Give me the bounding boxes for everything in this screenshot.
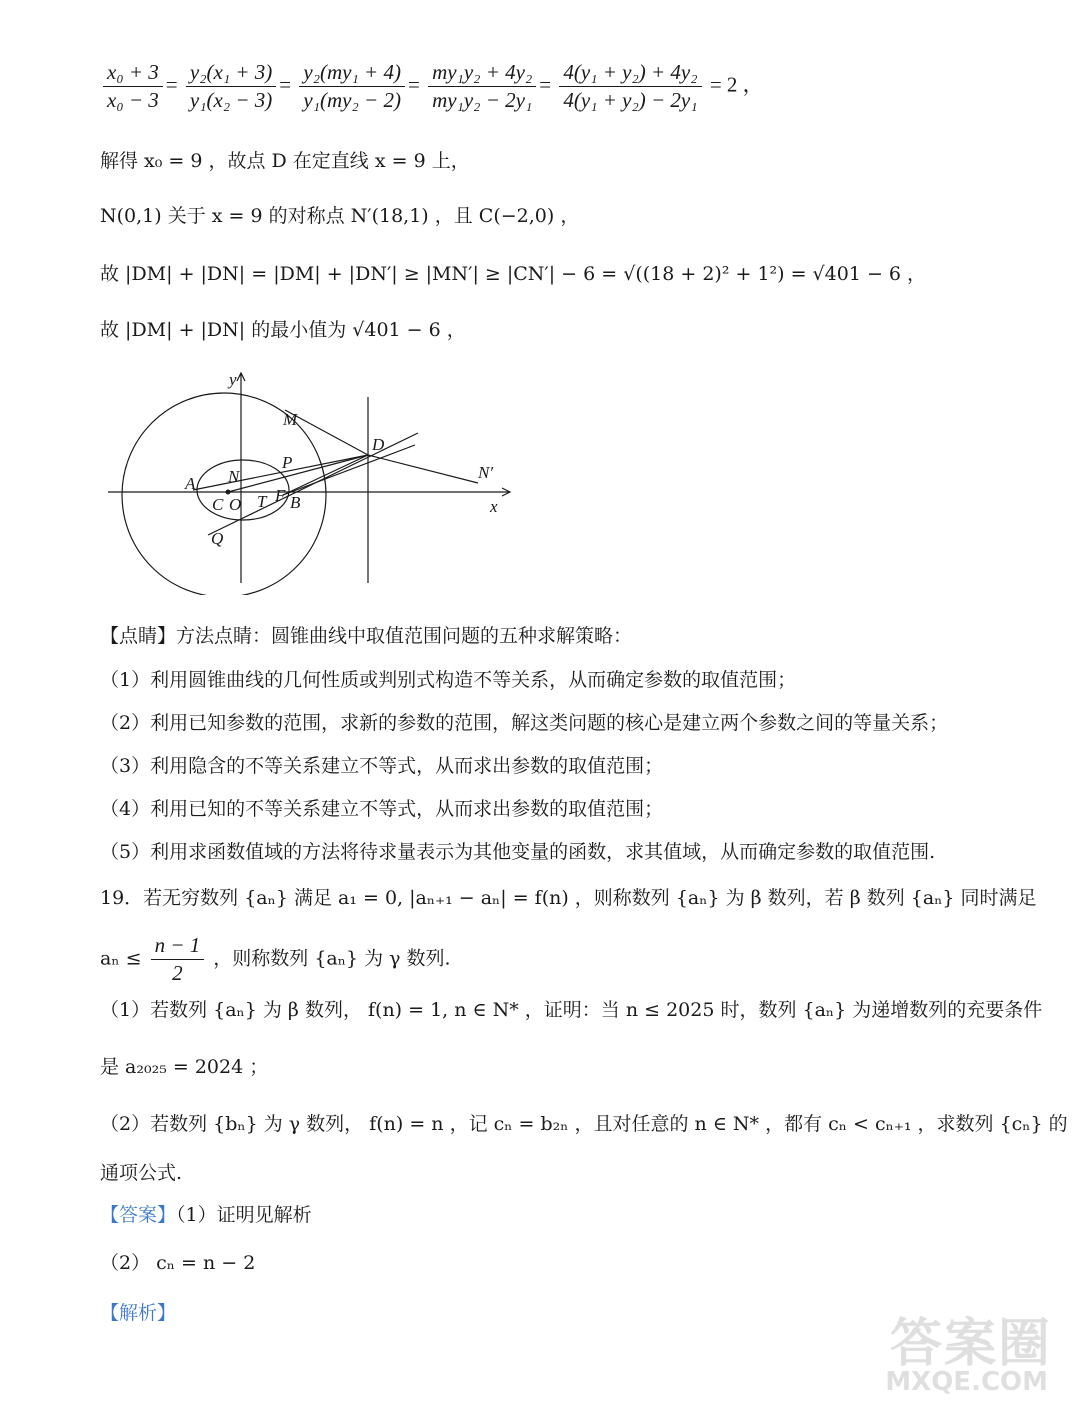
label-F: F	[275, 486, 286, 505]
fraction-2-numerator: y₂(x₁ + 3)	[186, 62, 276, 87]
symmetric-point-line: N(0,1) 关于 x = 9 的对称点 N′(18,1) ，且 C(−2,0) ，	[100, 205, 580, 227]
inequality-chain-line: 故 |DM| + |DN| = |DM| + |DN′| ≥ |MN′| ≥ |CN′| − 6 = √((18 + 2)² + 1²) = √401 − 6 ，	[100, 263, 927, 285]
fraction-4-denominator: my₁y₂ − 2y₁	[432, 88, 533, 112]
tip-item-2: （2）利用已知参数的范围，求新的参数的范围，解这类问题的核心是建立两个参数之间的等量关系；	[100, 712, 949, 734]
minimum-value-line: 故 |DM| + |DN| 的最小值为 √401 − 6 ，	[100, 319, 466, 341]
label-A: A	[185, 474, 196, 493]
segment-MD	[285, 410, 368, 455]
tip-item-5: （5）利用求函数值域的方法将待求量表示为其他变量的函数，求其值域，从而确定参数的取值范围.	[100, 841, 936, 863]
ratio-equation: $\frac{\text{x₀ + 3}}{\text{x₀ − 3}}$ = $\frac{\text{y₂(x₁ + 3)}}{\text{y₁(x₂ − 3)}}$ = $\frac{\text{y₂(my₁ + 4)}}{\text{y₁(my₂ − 2)}}$ = $\frac{\text{my₁y₂ + 4y₂}}{\text{my₁y₂ − 2y₁}}$ = $\frac{\text{4(y₁ + y₂) + 4y₂}}{\text{4(y₁ + y₂) − 2y₁}}$ = 2 ，	[100, 62, 764, 111]
part-2-line-1: （2）若数列 {bₙ} 为 γ 数列， f(n) = n ，记 cₙ = b₂ₙ ，且对任意的 n ∈ N* ，都有 cₙ < cₙ₊₁ ，求数列 {cₙ} 的	[100, 1113, 1068, 1135]
analysis-label: 【解析】	[100, 1302, 177, 1324]
answer-label: 【答案】	[100, 1204, 177, 1226]
fraction-3-denominator: y₁(my₂ − 2)	[303, 88, 401, 112]
label-P: P	[282, 453, 293, 472]
label-O: O	[229, 495, 242, 514]
label-N: N	[228, 467, 240, 486]
gamma-condition-lhs: aₙ ≤	[100, 947, 142, 970]
point-C-dot	[226, 490, 231, 495]
answer-line-1	[100, 1206, 312, 1225]
gamma-fraction-numerator: n − 1	[151, 935, 205, 960]
gamma-condition-fraction	[151, 935, 205, 984]
line-FP	[283, 445, 415, 495]
tip-item-3: （3）利用隐含的不等关系建立不等式，从而求出参数的取值范围；	[100, 755, 664, 777]
fraction-2-denominator: y₁(x₂ − 3)	[189, 88, 273, 112]
label-Q: Q	[211, 529, 224, 548]
label-M: M	[283, 410, 298, 429]
fraction-1-numerator: x₀ + 3	[103, 62, 163, 87]
label-C: C	[212, 495, 224, 514]
tip-item-1: （1）利用圆锥曲线的几何性质或判别式构造不等关系，从而确定参数的取值范围；	[100, 669, 797, 691]
fraction-1	[103, 62, 163, 111]
geometry-figure	[100, 365, 520, 595]
gamma-condition-suffix: ，则称数列 {aₙ} 为 γ 数列.	[213, 947, 451, 970]
label-y: y	[229, 370, 237, 389]
label-T: T	[257, 492, 267, 511]
answer-item-1: （1）证明见解析	[176, 1204, 312, 1226]
part-2-line-2: 通项公式.	[100, 1162, 183, 1184]
answer-item-2: （2） cₙ = n − 2	[100, 1252, 256, 1274]
fraction-3-numerator: y₂(my₁ + 4)	[299, 62, 405, 87]
problem-19-line-1: 19．若无穷数列 {aₙ} 满足 a₁ = 0, |aₙ₊₁ − aₙ| = f(n) ，则称数列 {aₙ} 为 β 数列，若 β 数列 {aₙ} 同时满足	[100, 887, 1037, 909]
fraction-2	[186, 62, 276, 111]
problem-19-line-2	[100, 935, 451, 984]
part-1-line-1: （1）若数列 {aₙ} 为 β 数列， f(n) = 1, n ∈ N* ，证明：当 n ≤ 2025 时，数列 {aₙ} 为递增数列的充要条件	[100, 999, 1043, 1021]
label-x: x	[490, 497, 498, 516]
gamma-fraction-denominator: 2	[172, 961, 183, 985]
fraction-4	[428, 62, 536, 111]
segment-DN-prime	[368, 455, 478, 483]
fraction-5	[559, 62, 701, 111]
label-B: B	[290, 493, 301, 512]
ratio-equation-result: = 2 ，	[709, 72, 764, 97]
fraction-4-numerator: my₁y₂ + 4y₂	[428, 62, 536, 87]
fraction-3	[299, 62, 405, 111]
fraction-5-numerator: 4(y₁ + y₂) + 4y₂	[559, 62, 701, 87]
fraction-5-denominator: 4(y₁ + y₂) − 2y₁	[563, 88, 698, 112]
fraction-1-denominator: x₀ − 3	[107, 88, 159, 112]
tips-heading: 【点睛】方法点睛：圆锥曲线中取值范围问题的五种求解策略：	[100, 625, 633, 647]
label-N-prime: N′	[478, 463, 494, 482]
solve-x0-line: 解得 x₀ = 9 ，故点 D 在定直线 x = 9 上，	[100, 150, 470, 172]
watermark-logo	[872, 1301, 1052, 1401]
part-1-line-2: 是 a₂₀₂₅ = 2024 ；	[100, 1056, 269, 1078]
label-D: D	[372, 435, 385, 454]
watermark-text-top: 答案圈	[889, 1314, 1052, 1374]
tip-item-4: （4）利用已知的不等关系建立不等式，从而求出参数的取值范围；	[100, 798, 664, 820]
watermark-text-bottom: MXQE.COM	[885, 1367, 1048, 1397]
